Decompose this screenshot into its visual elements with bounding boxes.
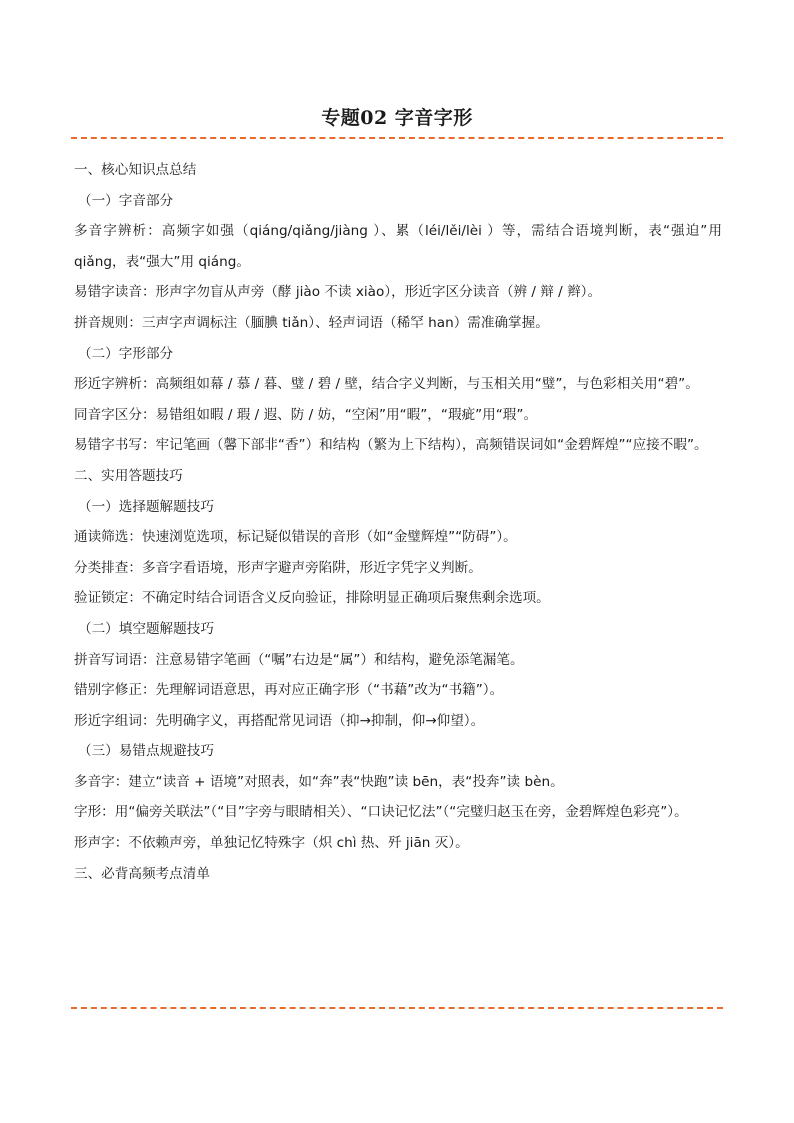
section-heading-3: 三、必背高频考点清单	[74, 865, 210, 882]
paragraph: 验证锁定：不确定时结合词语含义反向验证，排除明显正确项后聚焦剩余选项。	[74, 590, 550, 607]
paragraph: 通读筛选：快速浏览选项，标记疑似错误的音形（如“金璧辉煌”“防碍”）。	[74, 529, 517, 546]
subsection-heading: （一）选择题解题技巧	[78, 498, 214, 515]
section-heading-2: 二、实用答题技巧	[74, 467, 183, 484]
paragraph: 形近字组词：先明确字义，再搭配常见词语（抑→抑制，仰→仰望）。	[74, 712, 485, 729]
paragraph: 错别字修正：先理解词语意思，再对应正确字形（“书藉”改为“书籍”）。	[74, 682, 504, 699]
paragraph: 分类排查：多音字看语境，形声字避声旁陷阱，形近字凭字义判断。	[74, 559, 482, 576]
page-title: 专题02 字音字形	[321, 107, 473, 129]
subsection-heading: （一）字音部分	[78, 192, 174, 209]
paragraph: 形近字辨析：高频组如幕 / 慕 / 暮、璧 / 碧 / 壁，结合字义判断，与玉相关用“璧”，与色彩相关用“碧”。	[74, 376, 699, 393]
paragraph: 同音字区分：易错组如暇 / 瑕 / 遐、防 / 妨，“空闲”用“暇”，“瑕疵”用“瑕”。	[74, 406, 538, 423]
paragraph: 拼音写词语：注意易错字笔画（“嘱”右边是“属”）和结构，避免添笔漏笔。	[74, 651, 524, 668]
section-heading-1: 一、核心知识点总结	[74, 162, 197, 178]
paragraph: 形声字：不依赖声旁，单独记忆特殊字（炽 chì 热、歼 jiān 灭）。	[74, 835, 469, 852]
subsection-heading: （二）字形部分	[78, 345, 174, 362]
top-divider	[71, 137, 723, 139]
paragraph: 拼音规则：三声字声调标注（腼腆 tiǎn）、轻声词语（稀罕 han）需准确掌握。	[74, 314, 549, 331]
bottom-divider	[71, 1007, 723, 1009]
paragraph: 多音字：建立“读音 + 语境”对照表，如“奔”表“快跑”读 bēn，表“投奔”读 bèn。	[74, 773, 564, 790]
paragraph: 多音字辨析：高频字如强（qiáng/qiǎng/jiàng ）、累（léi/lěi/lèi ）等，需结合语境判断，表“强迫”用 qiǎng，表“强大”用 qiáng。	[74, 223, 722, 270]
paragraph: 字形：用“偏旁关联法”（“目”字旁与眼睛相关）、“口诀记忆法”（“完璧归赵玉在旁，金碧辉煌色彩亮”）。	[74, 804, 688, 821]
subsection-heading: （二）填空题解题技巧	[78, 620, 214, 637]
paragraph: 易错字读音：形声字勿盲从声旁（酵 jiào 不读 xiào），形近字区分读音（辨 / 辩 / 辫）。	[74, 284, 602, 301]
subsection-heading: （三）易错点规避技巧	[78, 743, 214, 760]
paragraph: 易错字书写：牢记笔画（馨下部非“香”）和结构（繁为上下结构），高频错误词如“金碧辉煌”“应接不暇”。	[74, 437, 708, 454]
document-body	[74, 155, 722, 889]
